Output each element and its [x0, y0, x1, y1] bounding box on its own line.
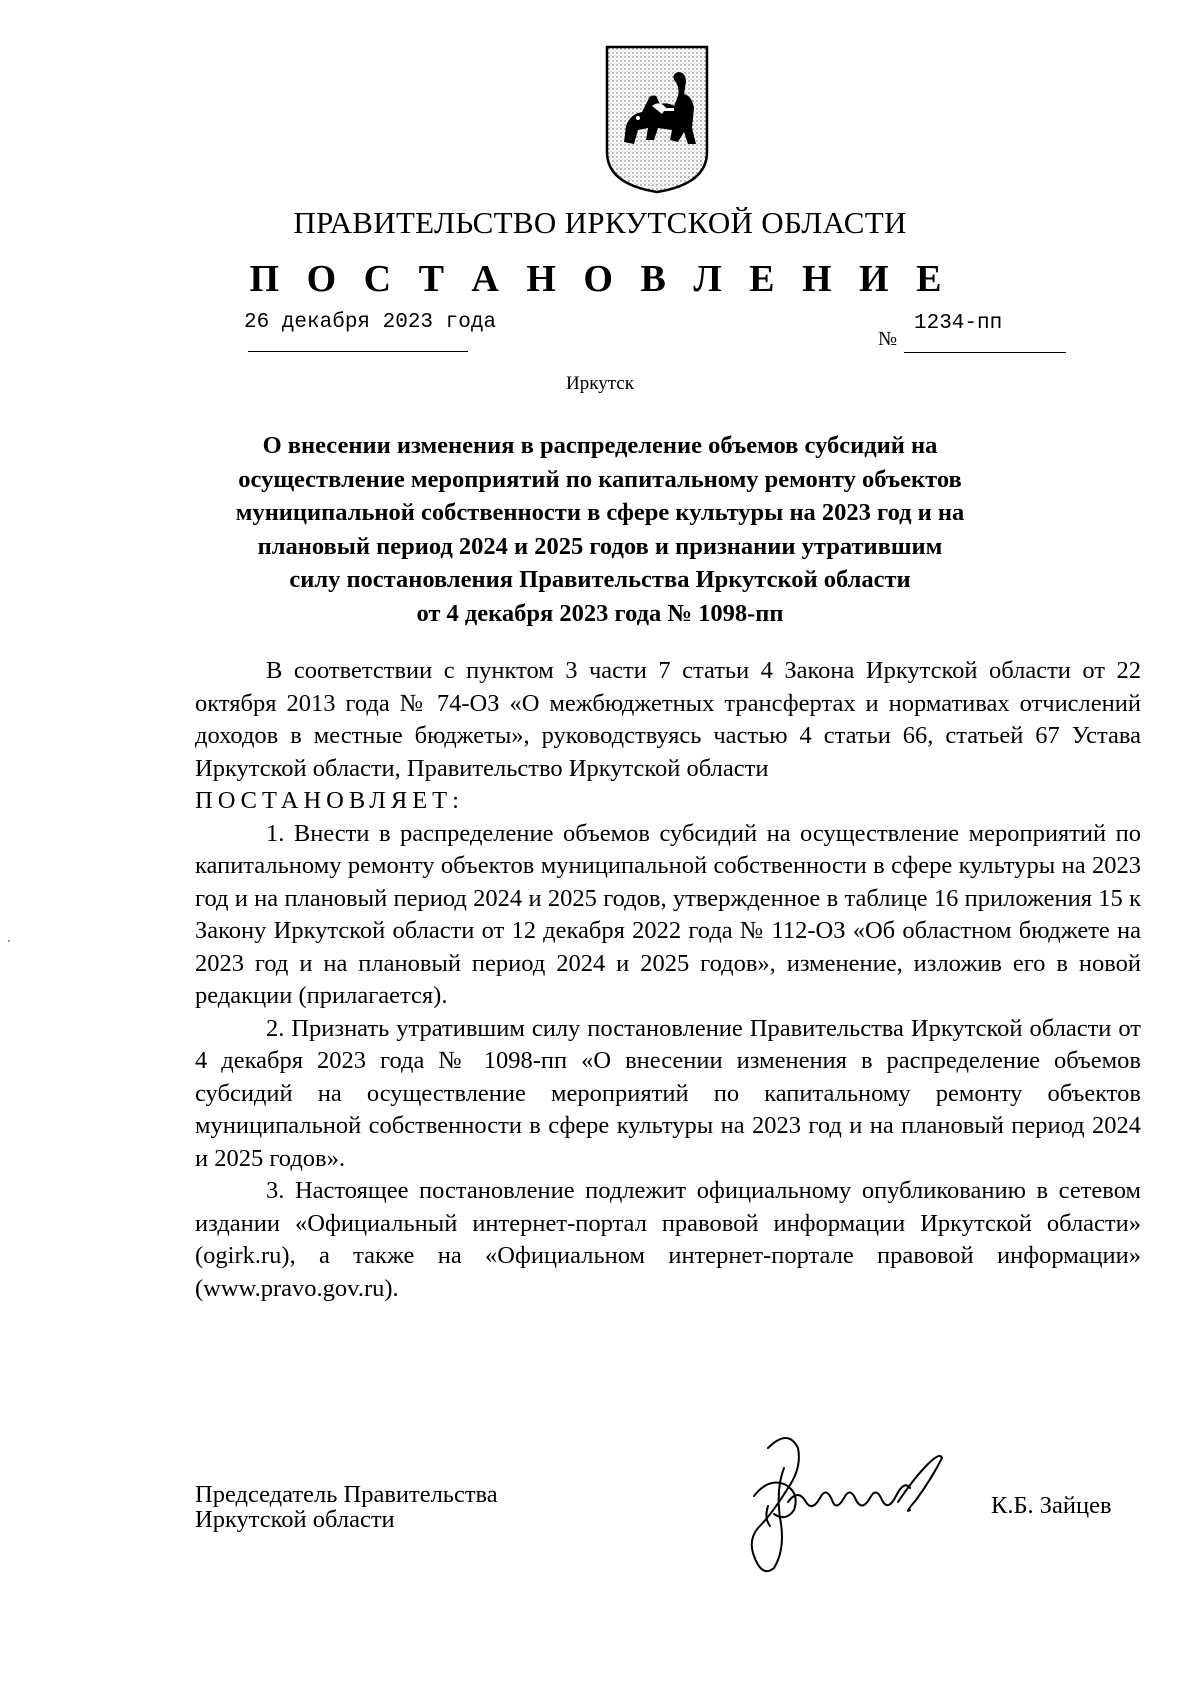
title-line: муниципальной собственности в сфере культуры на 2023 год и на	[235, 499, 965, 526]
document-number: 1234-пп	[914, 312, 1003, 335]
scan-speck	[8, 940, 10, 942]
document-number-block	[878, 312, 1068, 354]
date-underline	[248, 351, 468, 352]
item-paragraph-3: 3. Настоящее постановление подлежит официальному опубликованию в сетевом издании «Официальный интернет-портал правовой информации Иркутской области» (ogirk.ru), а также на «Официальном интернет-портале правовой информации» (www.pravo.gov.ru).	[195, 1177, 1141, 1302]
coat-of-arms-emblem	[604, 44, 710, 194]
title-line: плановый период 2024 и 2025 годов и признании утратившим	[257, 532, 943, 560]
preamble-paragraph: В соответствии с пунктом 3 части 7 статьи 4 Закона Иркутской области от 22 октября 2013 года № 74-ОЗ «О межбюджетных трансфертах и нормативах отчислений доходов в местные бюджеты», руководствуясь частью 4 статьи 66, статьей 67 Устава Иркутской области, Правительство Иркутской области	[195, 657, 1141, 782]
document-title	[230, 429, 970, 630]
chair-title-line: Председатель Правительства	[195, 1481, 498, 1508]
chair-title	[195, 1482, 498, 1532]
item-paragraph-1: 1. Внести в распределение объемов субсидий на осуществление мероприятий по капитальному ремонту объектов муниципальной собственности в сфере культуры на 2023 год и на плановый период 2024 и 2025 годов, утвержденное в таблице 16 приложения 15 к Закону Иркутской области от 12 декабря 2022 года № 112-ОЗ «Об областном бюджете на 2023 год и на плановый период 2024 и 2025 годов», изменение, изложив его в новой редакции (прилагается).	[195, 819, 1141, 1009]
resolves-heading: ПОСТАНОВЛЯЕТ:	[195, 787, 464, 814]
chair-title-line: Иркутской области	[195, 1506, 395, 1533]
document-city: Иркутск	[566, 373, 634, 394]
title-line: от 4 декабря 2023 года № 1098-пп	[416, 599, 784, 627]
government-name: ПРАВИТЕЛЬСТВО ИРКУТСКОЙ ОБЛАСТИ	[293, 205, 907, 240]
item-paragraph-2: 2. Признать утратившим силу постановление Правительства Иркутской области от 4 декабря 2023 года № 1098-пп «О внесении изменения в распределение объемов субсидий на осуществление мероприятий по капитальному ремонту объектов муниципальной собственности в сфере культуры на 2023 год и на плановый период 2024 и 2025 годов».	[195, 1014, 1141, 1172]
signer-name: К.Б. Зайцев	[991, 1492, 1112, 1519]
number-underline	[904, 352, 1066, 353]
title-line: силу постановления Правительства Иркутской области	[289, 566, 911, 593]
handwritten-signature	[728, 1418, 968, 1598]
number-sign: №	[878, 328, 898, 350]
title-line: О внесении изменения в распределение объемов субсидий на	[262, 432, 938, 459]
document-body	[195, 655, 1141, 1305]
document-type: П О С Т А Н О В Л Е Н И Е	[249, 258, 951, 300]
title-line: осуществление мероприятий по капитальному ремонту объектов	[238, 465, 962, 493]
document-date: 26 декабря 2023 года	[244, 311, 497, 334]
